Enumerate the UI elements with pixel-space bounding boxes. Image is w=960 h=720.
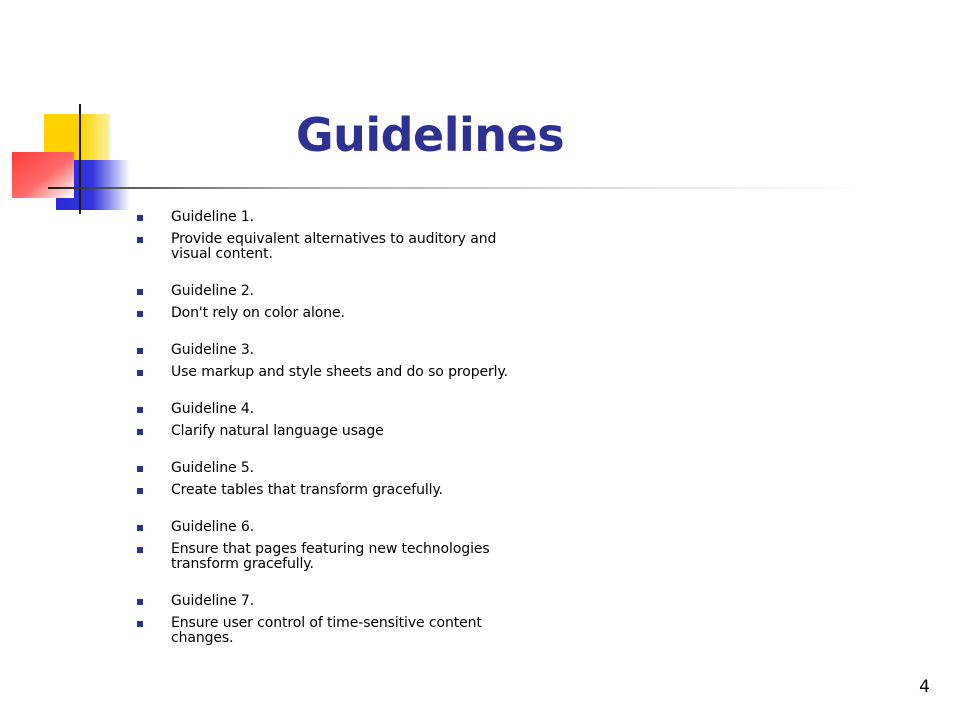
bullet-text: Guideline 4.: [171, 401, 254, 417]
square-bullet-icon: [137, 407, 143, 413]
square-bullet-icon: [137, 547, 143, 553]
bullet-item: [130, 542, 530, 572]
bullet-text: Use markup and style sheets and do so properly.: [171, 364, 508, 380]
bullet-text: Provide equivalent alternatives to auditory and visual content.: [171, 231, 497, 262]
bullet-item: [130, 210, 530, 225]
bullet-item: [130, 483, 530, 498]
bullet-text: Guideline 1.: [171, 209, 254, 225]
bullet-text: Guideline 5.: [171, 460, 254, 476]
bullet-item: [130, 306, 530, 321]
bullet-text: Ensure user control of time-sensitive content changes.: [171, 615, 482, 646]
page-number: 4: [919, 677, 930, 697]
square-bullet-icon: [137, 488, 143, 494]
bullet-text: Clarify natural language usage: [171, 423, 384, 439]
bullet-item: [130, 343, 530, 358]
square-bullet-icon: [137, 311, 143, 317]
bullet-item: [130, 424, 530, 439]
red-square-decoration: [12, 152, 74, 198]
square-bullet-icon: [137, 599, 143, 605]
bullet-text: Create tables that transform gracefully.: [171, 482, 443, 498]
square-bullet-icon: [137, 370, 143, 376]
bullet-item: [130, 616, 530, 646]
bullet-text: Ensure that pages featuring new technologies transform gracefully.: [171, 541, 490, 572]
bullet-item: [130, 594, 530, 609]
square-bullet-icon: [137, 348, 143, 354]
bullet-item: [130, 402, 530, 417]
bullet-text: Guideline 2.: [171, 283, 254, 299]
vertical-rule-decoration: [79, 104, 81, 214]
square-bullet-icon: [137, 215, 143, 221]
bullet-text: Don't rely on color alone.: [171, 305, 345, 321]
square-bullet-icon: [137, 525, 143, 531]
bullet-list: [130, 210, 530, 653]
bullet-item: [130, 232, 530, 262]
bullet-item: [130, 284, 530, 299]
slide-title: Guidelines: [295, 108, 565, 162]
square-bullet-icon: [137, 429, 143, 435]
square-bullet-icon: [137, 289, 143, 295]
square-bullet-icon: [137, 466, 143, 472]
bullet-item: [130, 520, 530, 535]
bullet-item: [130, 365, 530, 380]
bullet-item: [130, 461, 530, 476]
bullet-text: Guideline 3.: [171, 342, 254, 358]
title-underline: [48, 187, 868, 189]
square-bullet-icon: [137, 621, 143, 627]
square-bullet-icon: [137, 237, 143, 243]
bullet-text: Guideline 6.: [171, 519, 254, 535]
bullet-text: Guideline 7.: [171, 593, 254, 609]
